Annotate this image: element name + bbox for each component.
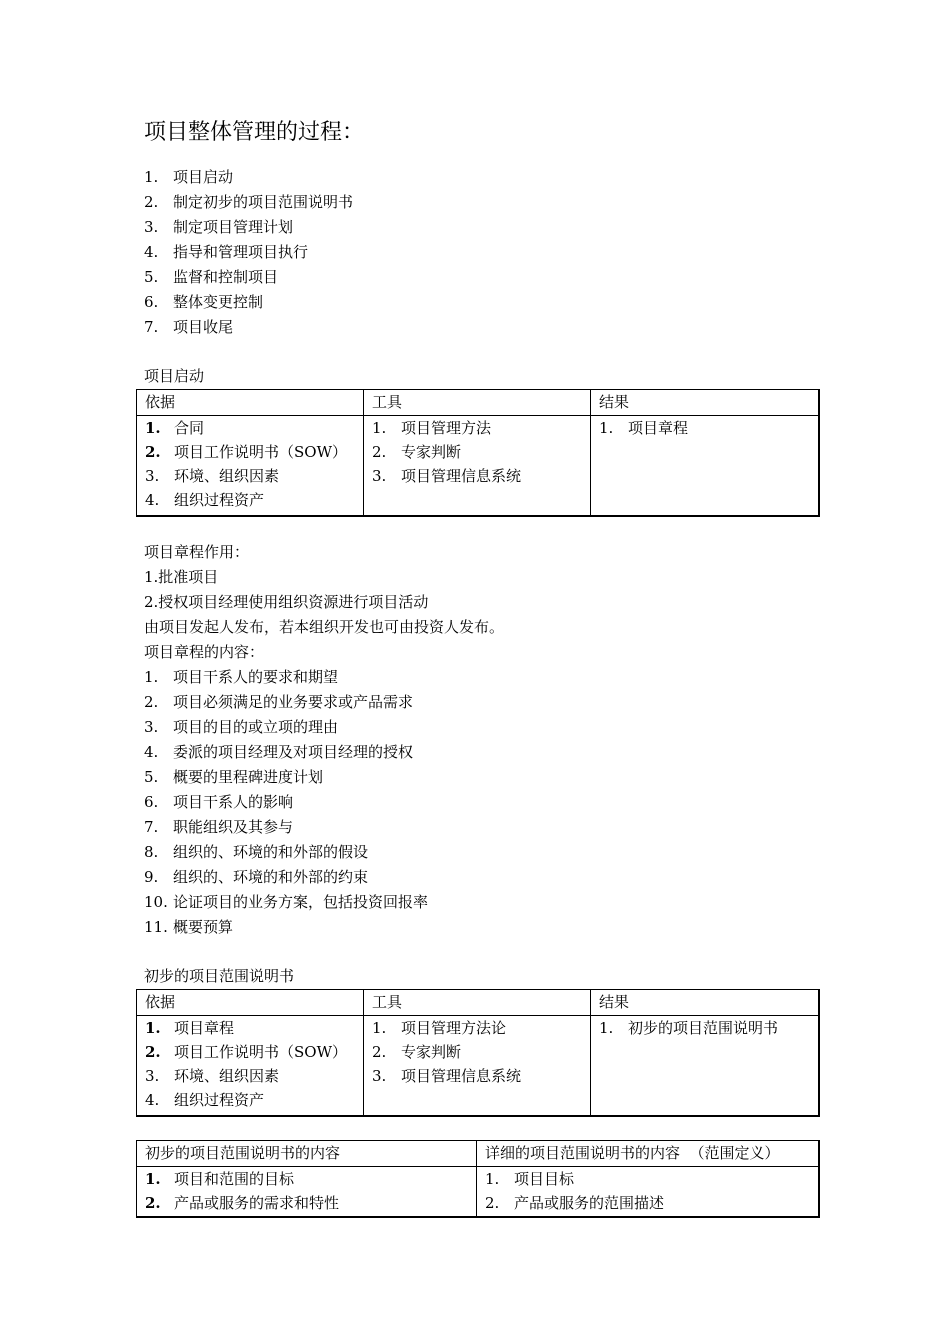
list-item: 2. 项目工作说明书（SOW） [145,1043,347,1061]
tools-cell [364,1016,591,1116]
charter-line: 2.授权项目经理使用组织资源进行项目活动 [144,593,429,611]
list-item: 3. 项目管理信息系统 [372,467,522,485]
list-item: 2. 产品或服务的需求和特性 [145,1194,340,1212]
list-item: 11. 概要预算 [144,918,234,936]
list-item: 1. 项目管理方法 [372,419,492,437]
list-text: 指导和管理项目执行 [173,243,309,261]
list-number: 7. [144,318,159,336]
list-item: 3. 项目管理信息系统 [372,1067,522,1085]
outputs-cell [591,416,819,516]
list-item: 1. 项目和范围的目标 [145,1170,295,1188]
list-text: 制定初步的项目范围说明书 [173,193,354,211]
list-item: 8. 组织的、环境的和外部的假设 [144,843,369,861]
list-item: 2. 项目必须满足的业务要求或产品需求 [144,693,414,711]
tools-cell [364,416,591,516]
compare-header-right: 详细的项目范围说明书的内容 （范围定义） [477,1141,819,1167]
list-item: 1. 项目章程 [145,1019,235,1037]
inputs-cell [137,1016,364,1116]
list-item [144,165,353,190]
list-item [144,215,353,240]
charter-contents-list [144,665,428,940]
table-header-tools: 工具 [364,990,591,1016]
list-item: 1. 项目干系人的要求和期望 [144,668,339,686]
list-number: 4. [144,243,159,261]
scope-compare-table [136,1140,820,1218]
list-number: 1. [144,168,159,186]
list-item [144,240,353,265]
charter-notes [144,540,504,665]
list-item: 1. 项目章程 [599,419,689,437]
list-text: 项目收尾 [173,318,234,336]
list-text: 制定项目管理计划 [173,218,294,236]
scope-label: 初步的项目范围说明书 [144,967,295,985]
list-item: 4. 组织过程资产 [145,1091,265,1109]
table-header-inputs: 依据 [137,990,364,1016]
compare-header-left: 初步的项目范围说明书的内容 [137,1141,477,1167]
list-item: 3. 环境、组织因素 [145,467,280,485]
list-item [144,315,353,340]
process-list [144,165,353,340]
charter-line: 1.批准项目 [144,568,219,586]
list-item: 5. 概要的里程碑进度计划 [144,768,324,786]
table-header-outputs: 结果 [591,390,819,416]
list-number: 5. [144,268,159,286]
list-item: 2. 专家判断 [372,1043,462,1061]
table-header-tools: 工具 [364,390,591,416]
list-item: 10. 论证项目的业务方案，包括投资回报率 [144,893,429,911]
list-item: 4. 委派的项目经理及对项目经理的授权 [144,743,414,761]
list-item [144,290,353,315]
scope-table [136,989,820,1117]
list-item: 1. 初步的项目范围说明书 [599,1019,779,1037]
list-item: 6. 项目干系人的影响 [144,793,294,811]
list-item: 3. 项目的目的或立项的理由 [144,718,339,736]
initiation-label: 项目启动 [144,367,205,385]
list-item: 4. 组织过程资产 [145,491,265,509]
inputs-cell [137,416,364,516]
charter-line: 项目章程的内容： [144,643,265,661]
list-item: 2. 专家判断 [372,443,462,461]
list-item: 3. 环境、组织因素 [145,1067,280,1085]
outputs-cell [591,1016,819,1116]
list-text: 整体变更控制 [173,293,264,311]
table-header-outputs: 结果 [591,990,819,1016]
list-number: 2. [144,193,159,211]
list-item [144,265,353,290]
table-header-inputs: 依据 [137,390,364,416]
charter-line: 项目章程作用： [144,543,250,561]
list-item: 7. 职能组织及其参与 [144,818,294,836]
page-title: 项目整体管理的过程： [144,120,365,145]
list-item: 2. 产品或服务的范围描述 [485,1194,665,1212]
initiation-table [136,389,820,517]
list-text: 项目启动 [173,168,234,186]
list-item: 1. 项目管理方法论 [372,1019,507,1037]
list-number: 3. [144,218,159,236]
list-number: 6. [144,293,159,311]
compare-left-cell [137,1167,477,1217]
list-item: 2. 项目工作说明书（SOW） [145,443,347,461]
list-item [144,190,353,215]
charter-line: 由项目发起人发布，若本组织开发也可由投资人发布。 [144,618,505,636]
list-item: 1. 合同 [145,419,205,437]
list-text: 监督和控制项目 [173,268,279,286]
list-item: 9. 组织的、环境的和外部的约束 [144,868,369,886]
list-item: 1. 项目目标 [485,1170,575,1188]
compare-right-cell [477,1167,819,1217]
